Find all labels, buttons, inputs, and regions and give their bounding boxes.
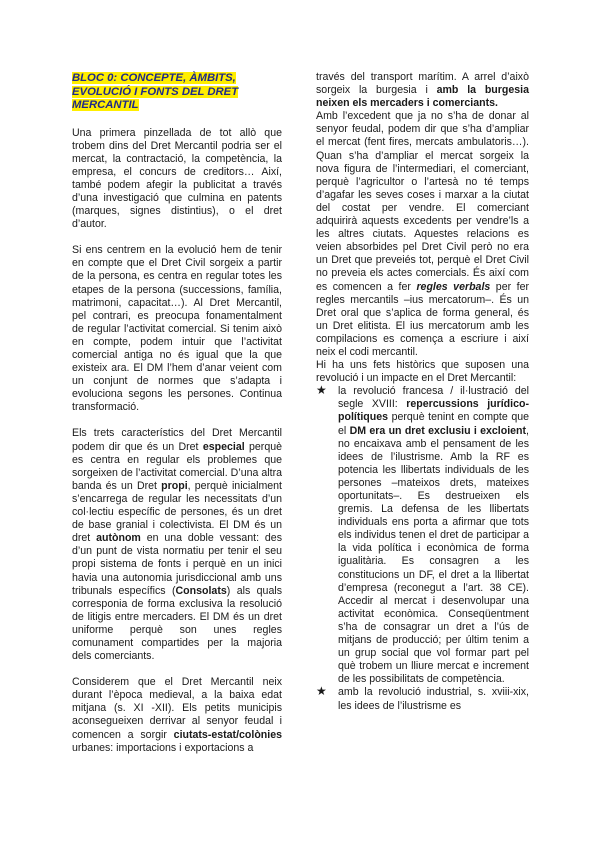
paragraph-excedent: Amb l’excedent que ja no s’ha de donar al senyor feudal, podem dir que s’ha d’ampliar el mercat (fent fires, mercats ambulatoris…). Quan s’ha d’ampliar el mercat sorgeix la nova figura de l’intermediari, el comerciant, perquè l’agricultor o l’artesà no té temps d’agafar les seves coses i marxar a la ciutat del costat per vendre. El comerciant adquirirà aquests excedents per vendre’ls a les altres ciutats. Aquestes relacions es veien absorbides pel Dret Civil però no era un Dret que preveiés tot, perquè el Dret Civil no preveia els actes comercials. És així com es comencen a fer regles verbals per fer regles mercantils –ius mercatorum–. És un Dret oral que s’aplica de forma general, és un Dret elitista. El ius mercatorum amb les compilacions es comença a escriure i així neix el codi mercantil. (316, 110, 530, 358)
paragraph-characteristics: Els trets característics del Dret Mercantil podem dir que és un Dret especial perquè es centra en regular els problemes que sorgeixen de l’activitat comercial. D’una altra banda és un Dret propi, perquè inicialment s’encarrega de regular les necessitats d’un col·lectiu específic de persones, és un dret de base granial i colectivista. El DM és un dret autònom en una doble vessant: des d’un punt de vista normatiu per tenir el seu propi sistema de fonts i perquè en un inici havia una autonomia jurisdiccional amb uns tribunals específics (Consolats) als quals corresponia de forma exclusiva la resolució de litigis entre mercaders. El DM és un dret uniforme perquè son unes regles comunament compartides per la majoria dels comerciants. (72, 427, 282, 663)
term-repercussions: repercussions jurídico-polítiques (338, 398, 529, 424)
historic-events-list (316, 385, 529, 712)
star-bullet-icon: ★ (316, 684, 327, 699)
left-column (72, 72, 282, 768)
term-dm-exclusiu: DM era un dret exclusiu i excloient (349, 424, 527, 437)
right-column (316, 71, 529, 713)
list-item: ★ amb la revolució industrial, s. xviii-xix, les idees de l’ilustrisme es (316, 684, 529, 712)
term-propi: propi (161, 479, 188, 492)
term-autonom: autònom (96, 532, 141, 545)
term-regles-verbals: regles verbals (416, 280, 491, 293)
heading-highlight: BLOC 0: CONCEPTE, ÀMBITS, EVOLUCIÓ I FONTS DEL DRET MERCANTIL (72, 72, 239, 111)
paragraph-intro: Una primera pinzellada de tot allò que trobem dins del Dret Mercantil podria ser el mercat, la contractació, la competència, la empresa, el concurs de creditors… Així, també podem afegir la publicitat a través d’una investigació que culmina en patents (marques, signes distintius), o el dret d’autor. (72, 126, 282, 231)
term-ciutats-estat: ciutats-estat/colònies (173, 728, 282, 741)
paragraph-burgesia: través del transport marítim. A arrel d’això sorgeix la burgesia i amb la burgesia neixen els mercaders i comerciants. (316, 71, 529, 110)
paragraph-evolution: Si ens centrem en la evolució hem de tenir en compte que el Dret Civil sorgeix a partir de la persona, es centra en regular totes les etapes de la persona (successions, família, matrimoni, capacitat…). Al Dret Mercantil, pel contrari, es preocupa fonamentalment de regular l’activitat comercial. Si tenim això en compte, podem intuir que l’activitat comercial antiga no és igual que la que existeix ara. El DM l’hem d’anar veient com un conjunt de normes que s’adapta i evoluciona segons les persones. Continua transformació. (72, 244, 282, 414)
section-heading (72, 72, 282, 113)
term-especial: especial (202, 440, 245, 453)
paragraph-fets-historics: Hi ha uns fets històrics que suposen una revolució i un impacte en el Dret Mercantil: (316, 359, 529, 385)
paragraph-origin: Considerem que el Dret Mercantil neix durant l’època medieval, a la baixa edat mitjana (s. XI -XII). Els petits municipis aconsegueixen derrivar al senyor feudal i comencen a sorgir ciutats-estat/colònies urbanes: importacions i exportacions a (72, 676, 282, 754)
list-item: ★ la revolució francesa / il·lustració del segle XVIII: repercussions jurídico-polítiques perquè tenint en compte que el DM era un dret exclusiu i excloient, no encaixava amb el pensament de les idees de l’ilustrisme. Amb la RF es potencia les llibertats individuals de les persones –mateixos drets, mateixes oportunitats–. Es destrueixen els gremis. La defensa de les llibertats individuals ens porta a afirmar que tots els individus tenen el dret de participar a la vida política i econòmica de forma igualitària. Es consagren a les constitucions un DF, el dret a la llibertat d’empresa (reconegut a l’art. 38 CE). Accedir al mercat i desenvolupar una activitat econòmica. Conseqüentment s’ha de consagrar un dret a l’ús de mitjans de producció; per últim tenim a un grup social que vol formar part pel què trobem un lliure mercat e increment de les possibilitats de competència. (316, 383, 529, 686)
term-burgesia: amb la burgesia neixen els mercaders i comerciants. (316, 84, 529, 110)
star-bullet-icon: ★ (316, 383, 327, 398)
term-consolats: Consolats (175, 584, 227, 597)
